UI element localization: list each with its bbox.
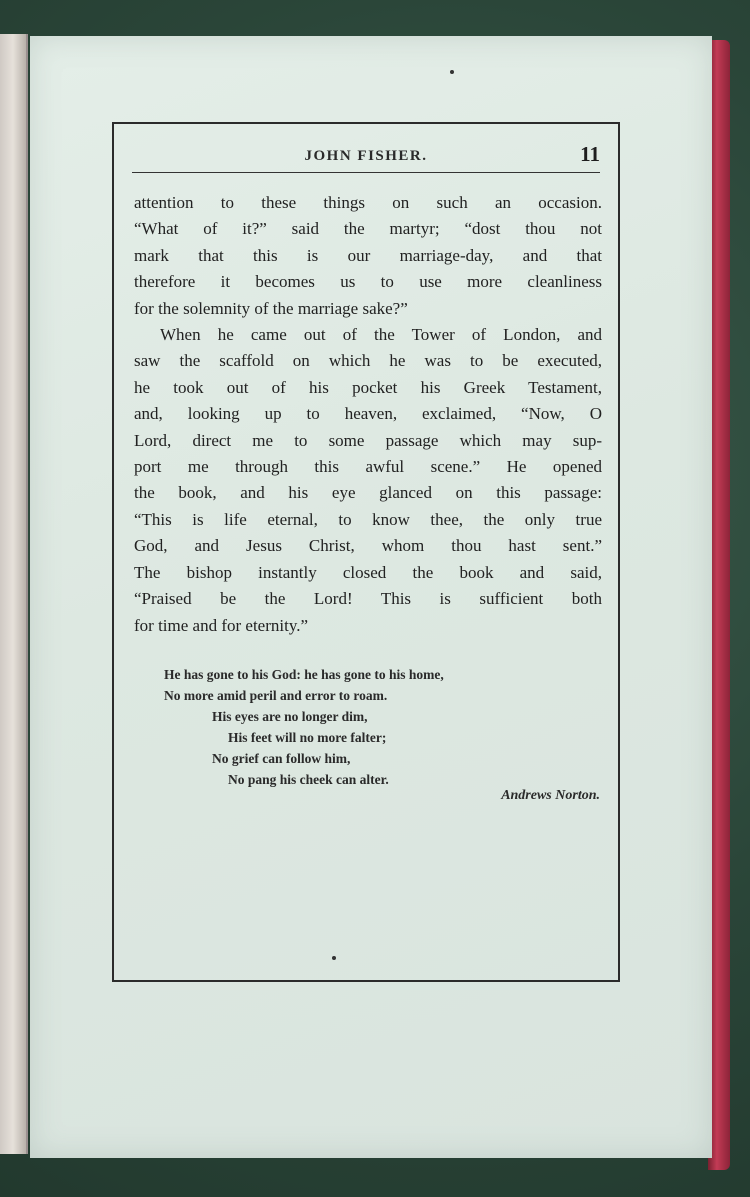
text-line: “What of it?” said the martyr; “dost thou not xyxy=(134,219,602,239)
text-line: God, and Jesus Christ, whom thou hast sent.” xyxy=(134,536,602,556)
body-text xyxy=(134,190,602,639)
book-page xyxy=(30,36,712,1158)
poem-line: He has gone to his God: he has gone to his home, xyxy=(164,667,444,682)
page-number: 11 xyxy=(580,142,600,166)
text-line: The bishop instantly closed the book and said, xyxy=(134,562,602,582)
poem-line: His eyes are no longer dim, xyxy=(212,709,368,724)
poem xyxy=(164,664,604,790)
page-header xyxy=(114,142,618,168)
text-line: port me through this awful scene.” He opened xyxy=(134,457,602,477)
text-line: saw the scaffold on which he was to be executed, xyxy=(134,351,602,371)
ink-speck xyxy=(450,70,454,74)
text-line: mark that this is our marriage-day, and that xyxy=(134,245,602,265)
text-line: he took out of his pocket his Greek Testament, xyxy=(134,377,602,397)
text-line: Lord, direct me to some passage which may sup- xyxy=(134,430,602,450)
text-line: for the solemnity of the marriage sake?” xyxy=(134,298,408,318)
text-line: When he came out of the Tower of London, and xyxy=(160,325,602,345)
text-line: attention to these things on such an occasion. xyxy=(134,193,602,212)
poem-attribution: Andrews Norton. xyxy=(501,788,600,803)
poem-line: No pang his cheek can alter. xyxy=(228,772,389,787)
text-line: for time and for eternity.” xyxy=(134,615,309,635)
poem-line: No grief can follow him, xyxy=(212,751,351,766)
text-line: therefore it becomes us to use more cleanliness xyxy=(134,272,602,292)
header-rule xyxy=(132,172,600,173)
text-frame xyxy=(112,122,620,982)
text-line: “This is life eternal, to know thee, the only true xyxy=(134,509,602,529)
poem-line: No more amid peril and error to roam. xyxy=(164,688,388,703)
text-line: the book, and his eye glanced on this passage: xyxy=(134,483,602,503)
poem-line: His feet will no more falter; xyxy=(228,730,387,745)
text-line: “Praised be the Lord! This is sufficient both xyxy=(134,589,602,609)
running-title: JOHN FISHER. xyxy=(304,148,428,164)
text-line: and, looking up to heaven, exclaimed, “Now, O xyxy=(134,404,602,424)
left-page-edge xyxy=(0,34,28,1154)
ink-speck xyxy=(332,956,336,960)
